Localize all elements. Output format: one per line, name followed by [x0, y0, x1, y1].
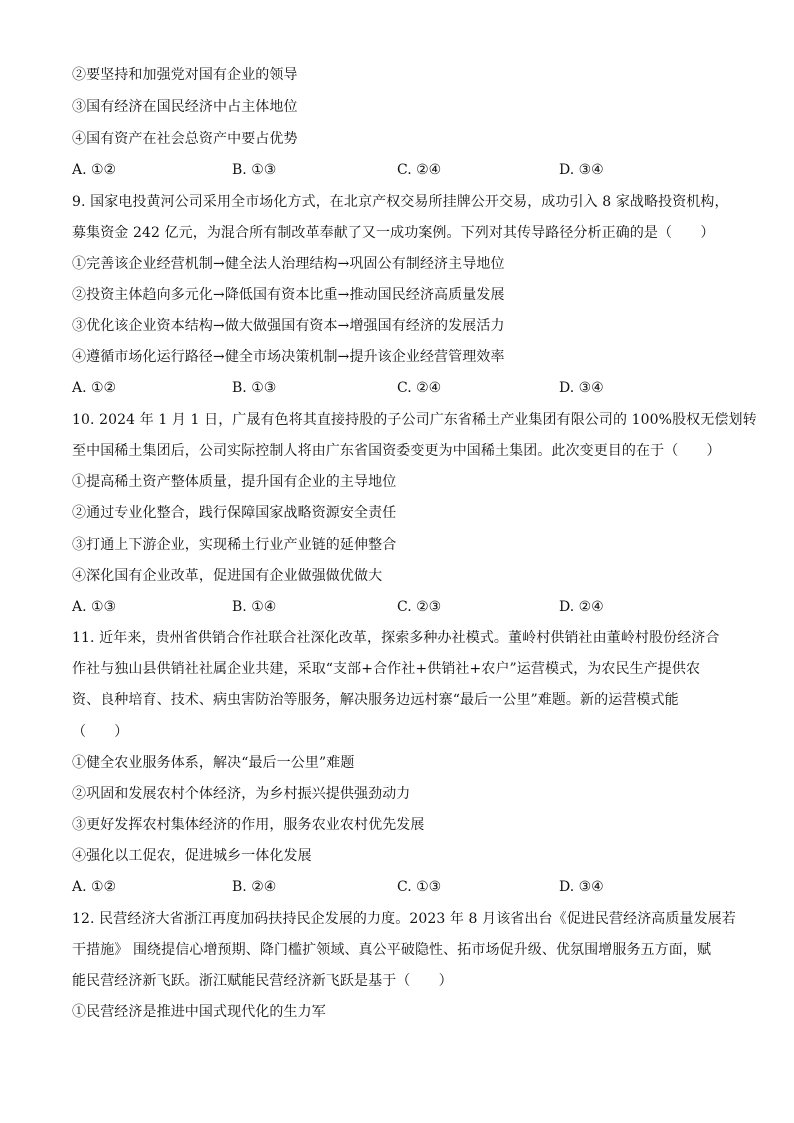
q11-option-1: ①健全农业服务体系，解决“最后一公里”难题	[72, 755, 355, 771]
q11-choice-b[interactable]: B. ②④	[232, 879, 277, 895]
q12-option-1: ①民营经济是推进中国式现代化的生力军	[72, 1004, 326, 1020]
q10-option-4: ④深化国有企业改革，促进国有企业做强做优做大	[72, 568, 383, 584]
q8-choice-d[interactable]: D. ③④	[559, 162, 604, 178]
q9-choice-d[interactable]: D. ③④	[559, 380, 604, 396]
q10-answer-choices	[72, 597, 732, 617]
q11-stem-line-1: 11. 近年来，贵州省供销合作社联合社深化改革，探索多种办社模式。董岭村供销社由董岭村股份经济合	[72, 630, 720, 646]
q9-option-4: ④遵循市场化运行路径→健全市场决策机制→提升该企业经营管理效率	[72, 349, 505, 365]
q10-choice-c[interactable]: C. ②③	[397, 599, 442, 615]
q11-option-3: ③更好发挥农村集体经济的作用，服务农业农村优先发展	[72, 817, 425, 833]
q10-choice-a[interactable]: A. ①③	[72, 599, 117, 615]
q10-stem-line-1: 10. 2024 年 1 月 1 日，广晟有色将其直接持股的子公司广东省稀土产业集团有限公司的 100%股权无偿划转	[72, 412, 757, 428]
q8-choice-b[interactable]: B. ①③	[232, 162, 277, 178]
q9-choice-b[interactable]: B. ①③	[232, 380, 277, 396]
q8-answer-choices	[72, 160, 732, 180]
q12-stem-line-1: 12. 民营经济大省浙江再度加码扶持民企发展的力度。2023 年 8 月该省出台《促进民营经济高质量发展若	[72, 911, 736, 927]
q9-choice-c[interactable]: C. ②④	[397, 380, 442, 396]
q10-choice-b[interactable]: B. ①④	[232, 599, 277, 615]
q8-option-3: ③国有经济在国民经济中占主体地位	[72, 99, 298, 115]
q11-choice-c[interactable]: C. ①③	[397, 879, 442, 895]
q12-stem-line-3: 能民营经济新飞跃。浙江赋能民营经济新飞跃是基于（ ）	[72, 973, 453, 989]
q11-choice-d[interactable]: D. ③④	[559, 879, 604, 895]
q9-stem-line-2: 募集资金 242 亿元，为混合所有制改革奉献了又一成功案例。下列对其传导路径分析正确的是（ ）	[72, 225, 715, 241]
q11-answer-choices	[72, 877, 732, 897]
q11-choice-a[interactable]: A. ①②	[72, 879, 117, 895]
q10-option-3: ③打通上下游企业，实现稀土行业产业链的延伸整合	[72, 537, 397, 553]
q12-stem-line-2: 干措施》 围绕提信心增预期、降门槛扩领域、真公平破隐性、拓市场促升级、优氛围增服务五方面，赋	[72, 942, 712, 958]
q11-option-4: ④强化以工促农，促进城乡一体化发展	[72, 848, 312, 864]
q9-stem-line-1: 9. 国家电投黄河公司采用全市场化方式，在北京产权交易所挂牌公开交易，成功引入 8 家战略投资机构，	[72, 194, 729, 210]
q10-option-2: ②通过专业化整合，践行保障国家战略资源安全责任	[72, 505, 397, 521]
q11-stem-line-4: （ ）	[72, 724, 129, 740]
q11-stem-line-2: 作社与独山县供销社社属企业共建，采取“支部+合作社+供销社+农户”运营模式，为农民生产提供农	[72, 661, 701, 677]
q9-option-2: ②投资主体趋向多元化→降低国有资本比重→推动国民经济高质量发展	[72, 287, 505, 303]
q8-option-2: ②要坚持和加强党对国有企业的领导	[72, 67, 298, 83]
q8-choice-c[interactable]: C. ②④	[397, 162, 442, 178]
q8-option-4: ④国有资产在社会总资产中要占优势	[72, 131, 298, 147]
q11-option-2: ②巩固和发展农村个体经济，为乡村振兴提供强劲动力	[72, 786, 411, 802]
q11-stem-line-3: 资、良种培育、技术、病虫害防治等服务，解决服务边远村寨“最后一公里”难题。新的运营模式能	[72, 692, 679, 708]
q8-choice-a[interactable]: A. ①②	[72, 162, 117, 178]
q9-option-1: ①完善该企业经营机制→健全法人治理结构→巩固公有制经济主导地位	[72, 256, 505, 272]
q10-option-1: ①提高稀土资产整体质量，提升国有企业的主导地位	[72, 474, 397, 490]
q10-stem-line-2: 至中国稀土集团后，公司实际控制人将由广东省国资委变更为中国稀土集团。此次变更目的在于（ ）	[72, 443, 721, 459]
q9-option-3: ③优化该企业资本结构→做大做强国有资本→增强国有经济的发展活力	[72, 318, 505, 334]
q9-choice-a[interactable]: A. ①②	[72, 380, 117, 396]
q10-choice-d[interactable]: D. ②④	[559, 599, 604, 615]
q9-answer-choices	[72, 378, 732, 398]
